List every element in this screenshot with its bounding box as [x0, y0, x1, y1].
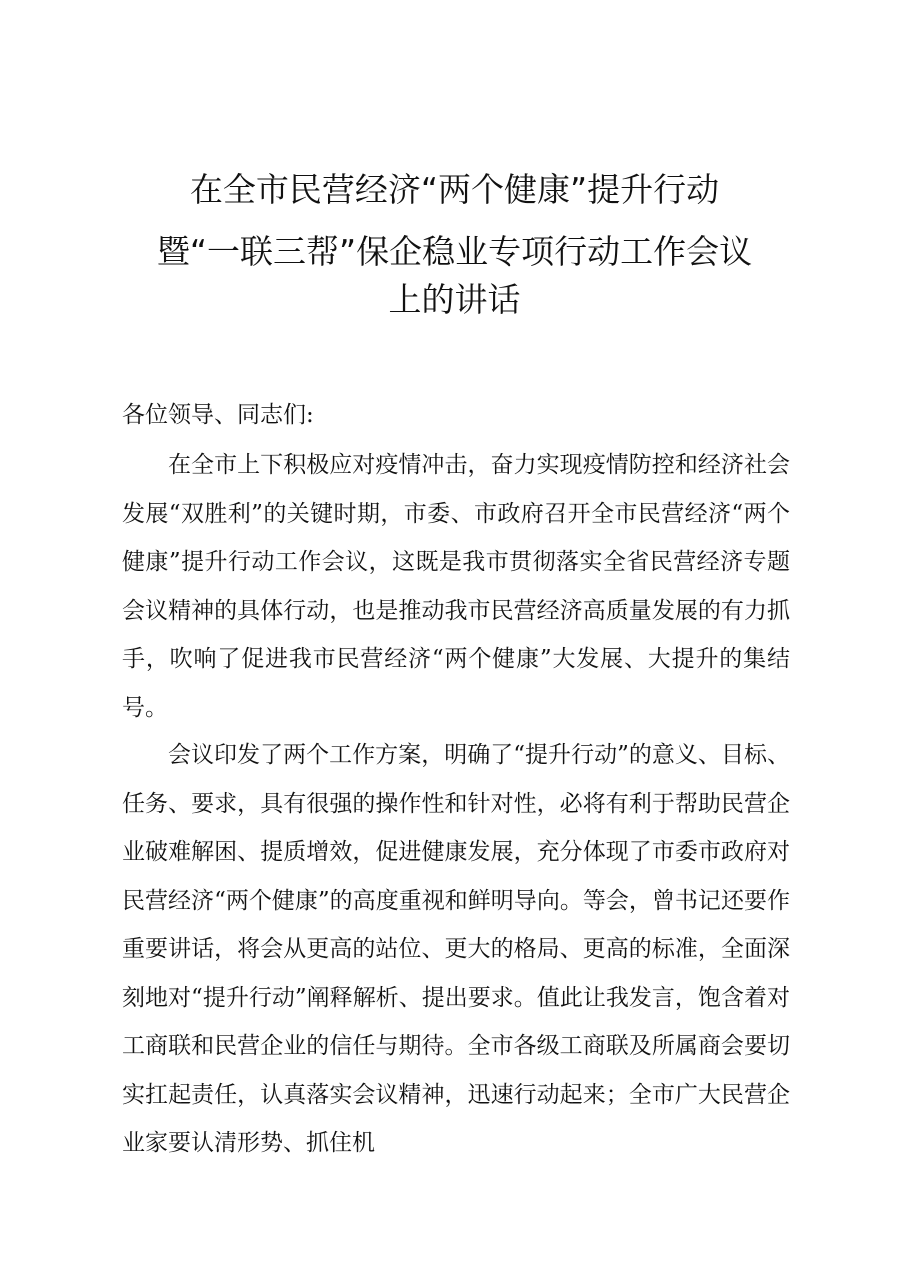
paragraph-1: 在全市上下积极应对疫情冲击，奋力实现疫情防控和经济社会发展“双胜利”的关键时期，市委、市政府召开全市民营经济“两个健康”提升行动工作会议，这既是我市贯彻落实全省民营经济专题会议精神的具体行动，也是推动我市民营经济高质量发展的有力抓手，吹响了促进我市民营经济“两个健康”大发展、大提升的集结号。: [122, 452, 790, 721]
speech-title: [100, 162, 809, 328]
title-line-3: 上的讲话: [388, 280, 521, 319]
title-line-1: 在全市民营经济“两个健康”提升行动: [189, 170, 720, 209]
salutation: 各位领导、同志们:: [122, 402, 314, 428]
title-line-2: 暨“一联三帮”保企稳业专项行动工作会议: [156, 232, 753, 271]
paragraph-2: 会议印发了两个工作方案，明确了“提升行动”的意义、目标、任务、要求，具有很强的操作性和针对性，必将有利于帮助民营企业破难解困、提质增效，促进健康发展，充分体现了市委市政府对民营经济“两个健康”的高度重视和鲜明导向。等会，曾书记还要作重要讲话，将会从更高的站位、更大的格局、更高的标准，全面深刻地对“提升行动”阐释解析、提出要求。值此让我发言，饱含着对工商联和民营企业的信任与期待。全市各级工商联及所属商会要切实扛起责任，认真落实会议精神，迅速行动起来；全市广大民营企业家要认清形势、抓住机: [122, 742, 790, 1156]
